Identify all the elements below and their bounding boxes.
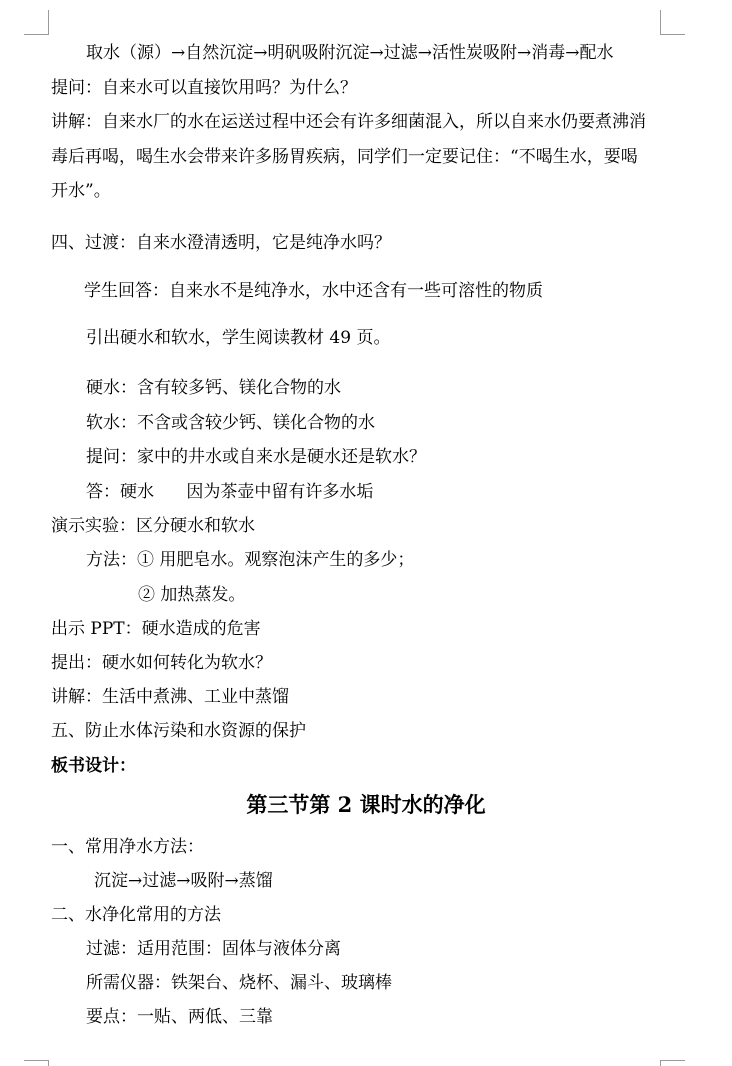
corner-mark-top-left-horizontal (24, 34, 49, 35)
conversion-question: 提出：硬水如何转化为软水？ (51, 653, 272, 673)
method-two: ② 加热蒸发。 (138, 585, 246, 605)
explanation-line-3: 开水”。 (51, 181, 111, 201)
corner-mark-bottom-left-horizontal (24, 1060, 49, 1061)
corner-mark-top-right-vertical (660, 10, 661, 34)
flow-process-line: 取水（源）→自然沉淀→明矾吸附沉淀→过滤→活性炭吸附→消毒→配水 (86, 43, 614, 63)
question-hard-soft: 提问：家中的井水或自来水是硬水还是软水？ (86, 447, 426, 467)
explanation-line-2: 毒后再喝，喝生水会带来许多肠胃疾病，同学们一定要记住：“不喝生水，要喝 (51, 147, 638, 167)
method-one: 方法：① 用肥皂水。观察泡沫产生的多少； (86, 550, 415, 570)
board-line-purification-methods: 一、常用净水方法： (51, 837, 204, 857)
student-answer: 学生回答：自来水不是纯净水，水中还含有一些可溶性的物质 (84, 281, 543, 301)
textbook-reference: 引出硬水和软水，学生阅读教材 49 页。 (86, 328, 391, 348)
corner-mark-bottom-right-vertical (660, 1060, 661, 1066)
demo-experiment: 演示实验：区分硬水和软水 (51, 516, 255, 536)
board-line-instruments: 所需仪器：铁架台、烧杯、漏斗、玻璃棒 (86, 973, 392, 993)
board-line-common-methods: 二、水净化常用的方法 (51, 905, 221, 925)
soft-water-definition: 软水：不含或含较少钙、镁化合物的水 (86, 413, 375, 433)
board-design-label: 板书设计： (51, 756, 136, 776)
corner-mark-top-right-horizontal (660, 34, 685, 35)
board-line-key-points: 要点：一贴、两低、三靠 (86, 1007, 273, 1027)
question-paragraph: 提问：自来水可以直接饮用吗？为什么？ (51, 78, 357, 98)
board-title: 第三节第 2 课时水的净化 (246, 792, 486, 817)
board-line-method-sequence: 沉淀→过滤→吸附→蒸馏 (94, 871, 273, 891)
section-four-heading: 四、过渡：自来水澄清透明，它是纯净水吗？ (51, 233, 391, 253)
answer-hard-water: 答：硬水 因为茶壶中留有许多水垢 (86, 482, 374, 502)
hard-water-definition: 硬水：含有较多钙、镁化合物的水 (86, 378, 341, 398)
ppt-line: 出示 PPT：硬水造成的危害 (51, 619, 261, 639)
corner-mark-bottom-right-horizontal (660, 1060, 685, 1061)
section-five-heading: 五、防止水体污染和水资源的保护 (51, 721, 306, 741)
explanation-line-1: 讲解：自来水厂的水在运送过程中还会有许多细菌混入，所以自来水仍要煮沸消 (51, 112, 646, 132)
board-line-filtration-scope: 过滤：适用范围：固体与液体分离 (86, 939, 341, 959)
conversion-explanation: 讲解：生活中煮沸、工业中蒸馏 (51, 687, 289, 707)
corner-mark-top-left-vertical (48, 10, 49, 34)
corner-mark-bottom-left-vertical (48, 1060, 49, 1066)
